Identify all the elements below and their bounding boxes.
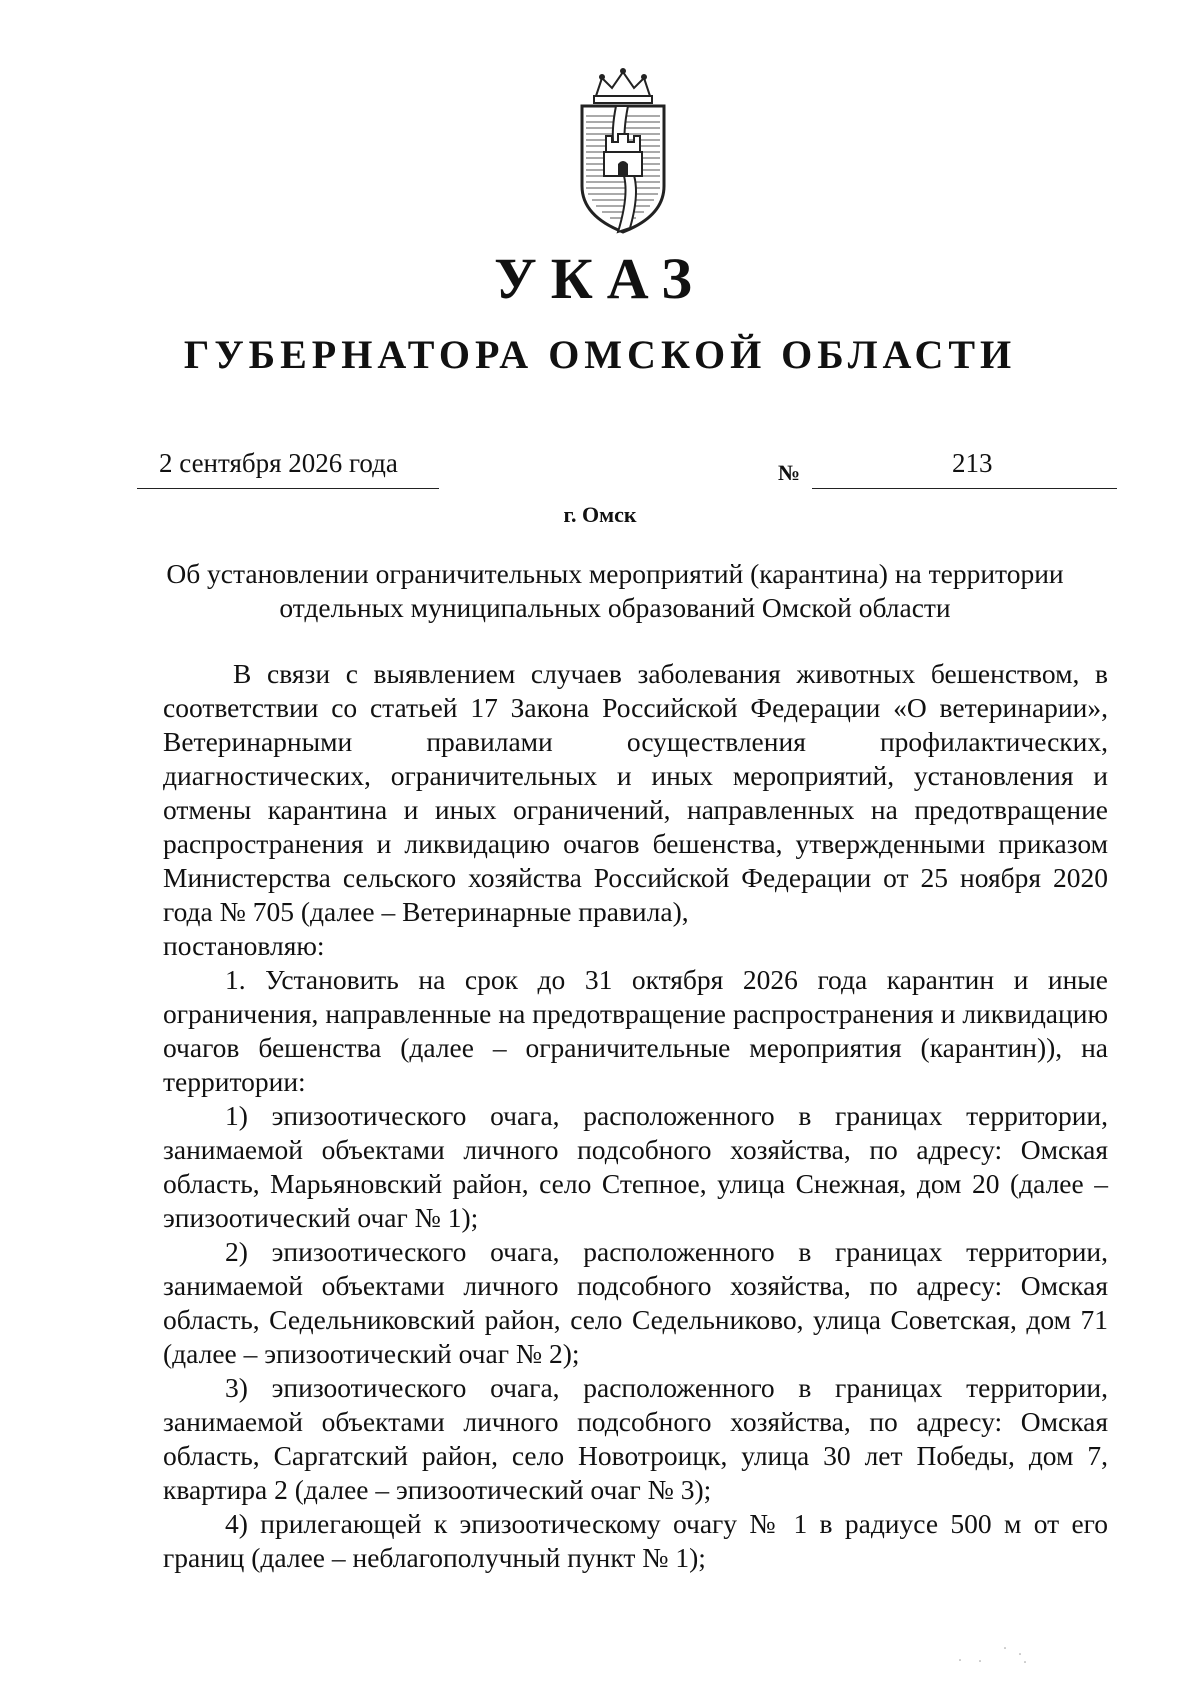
subitem-1-paragraph: 1) эпизоотического очага, расположенного в границах территории, занимаемой объектами личного подсобного хозяйства, по адресу: Омская область, Марьяновский район, село Степное, улица Снежная, дом 20 (далее – эпизоотический очаг № 1); [163,1100,1108,1233]
document-title: УКАЗ [494,246,706,311]
heading-line-2: отдельных муниципальных образований Омской области [279,592,951,623]
subitem-2-paragraph: 2) эпизоотического очага, расположенного в границах территории, занимаемой объектами личного подсобного хозяйства, по адресу: Омская область, Седельниковский район, село Седельниково, улица Советская, дом 71 (далее – эпизоотический очаг № 2); [163,1236,1108,1369]
heading-line-1: Об установлении ограничительных мероприятий (карантина) на территории [166,558,1064,589]
date-field [137,446,439,489]
document-subtitle: ГУБЕРНАТОРА ОМСКОЙ ОБЛАСТИ [183,332,1017,377]
number-field [812,446,1117,489]
decree-date: 2 сентября 2026 года [159,448,398,478]
item-1-paragraph: 1. Установить на срок до 31 октября 2026 года карантин и иные ограничения, направленные на предотвращение распространения и ликвидацию очагов бешенства (далее – ограничительные мероприятия (карантин)), на территории: [163,964,1108,1097]
subitem-3-paragraph: 3) эпизоотического очага, расположенного в границах территории, занимаемой объектами личного подсобного хозяйства, по адресу: Омская область, Саргатский район, село Новотроицк, улица 30 лет Победы, дом 7, квартира 2 (далее – эпизоотический очаг № 3); [163,1372,1108,1505]
decree-word: постановляю: [163,930,325,961]
decree-number: 213 [952,448,993,478]
decree-body [163,657,1108,1575]
coat-of-arms-icon [568,66,678,236]
preamble-paragraph: В связи с выявлением случаев заболевания животных бешенством, в соответствии со статьей 17 Закона Российской Федерации «О ветеринарии», Ветеринарными правилами осуществления профилактических, диагностических, ограничительных и иных мероприятий, установления и отмены карантина и иных ограничений, направленных на предотвращение распространения и ликвидацию очагов бешенства, утвержденными приказом Министерства сельского хозяйства Российской Федерации от 25 ноября 2020 года № 705 (далее – Ветеринарные правила), [163,658,1108,927]
number-sign: № [778,460,801,485]
decree-heading [150,557,1080,625]
scan-artifact [950,1640,1050,1670]
city-label: г. Омск [563,502,637,527]
subitem-4-paragraph: 4) прилегающей к эпизоотическому очагу № 1 в радиусе 500 м от его границ (далее – неблагополучный пункт № 1); [163,1508,1108,1573]
